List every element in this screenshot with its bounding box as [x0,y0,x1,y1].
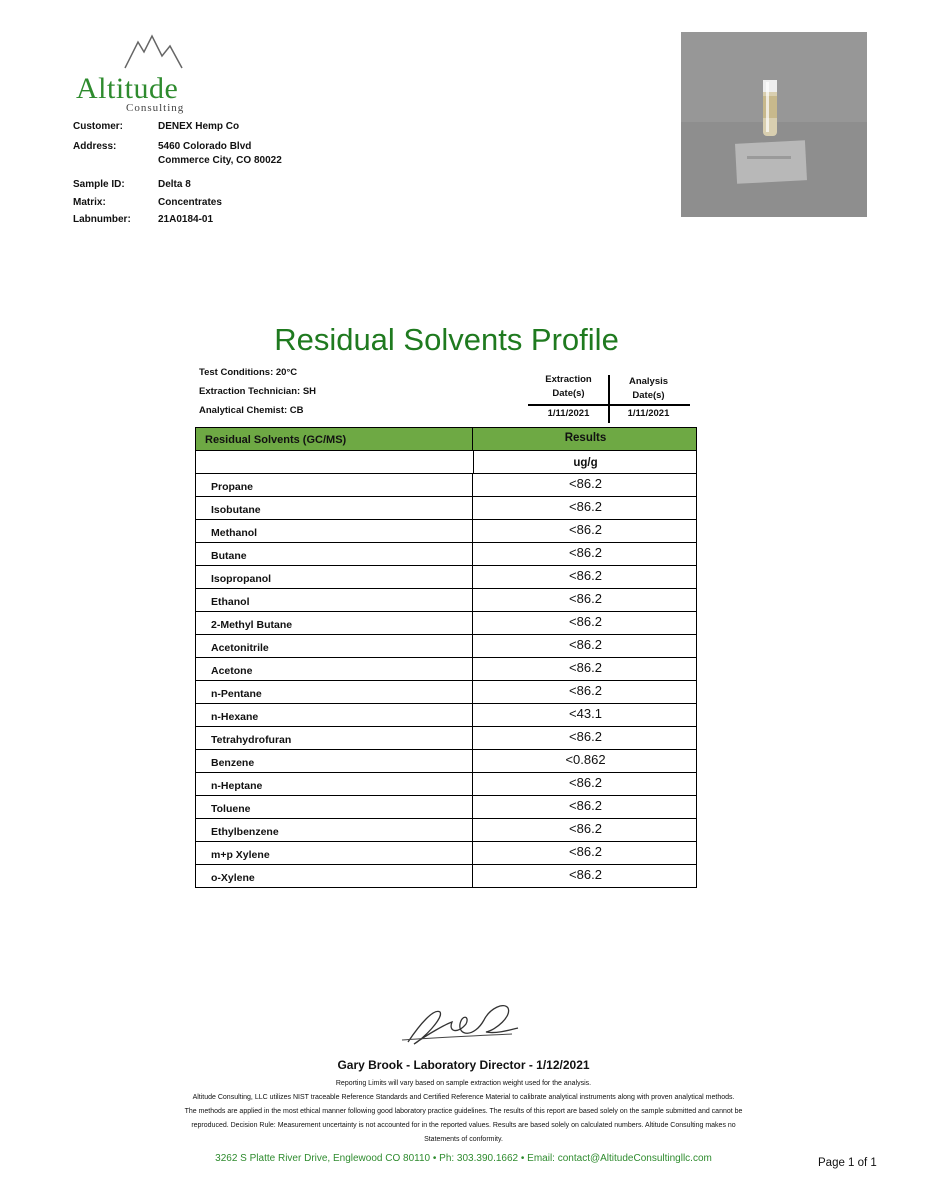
company-logo [70,32,200,114]
solvent-result: <86.2 [569,683,602,698]
info-value: 5460 Colorado Blvd [158,141,252,152]
test-conditions: Test Conditions: 20°C [199,367,298,378]
solvent-name: Ethanol [196,589,473,611]
solvent-name: Acetone [196,658,473,680]
table-row [196,726,696,749]
mountain-logo-icon [120,32,190,72]
table-row [196,657,696,680]
extraction-date-header [530,373,607,401]
solvent-name: Propane [196,474,473,496]
table-row [196,680,696,703]
table-row [196,588,696,611]
table-row [196,496,696,519]
solvent-name: Benzene [196,750,473,772]
solvent-result: <86.2 [569,660,602,675]
info-label: Sample ID: [73,179,125,190]
info-value: Commerce City, CO 80022 [158,155,282,166]
info-label: Labnumber: [73,214,131,225]
info-label: Customer: [73,121,124,132]
solvent-result: <86.2 [569,568,602,583]
extraction-date-label-2: Date(s) [552,388,585,399]
solvent-name: Isopropanol [196,566,473,588]
extraction-date-value: 1/11/2021 [547,408,590,419]
solvent-result: <86.2 [569,867,602,882]
solvent-name: o-Xylene [196,865,473,887]
info-value: DENEX Hemp Co [158,121,240,132]
table-row [196,703,696,726]
analysis-date-value: 1/11/2021 [627,408,670,419]
solvent-result: <86.2 [569,844,602,859]
table-row [196,634,696,657]
solvent-result: <86.2 [569,821,602,836]
solvent-result: <86.2 [569,545,602,560]
info-value: 21A0184-01 [158,214,214,225]
analysis-date-label: Analysis [628,376,669,387]
signer-line: Gary Brook - Laboratory Director - 1/12/2021 [337,1058,590,1072]
handwritten-signature-image [400,994,522,1052]
table-row [196,864,696,887]
unit-label: ug/g [573,457,598,469]
table-row [196,542,696,565]
table-row [196,473,696,496]
column-header-results: Results [564,432,607,444]
table-row [196,772,696,795]
results-table [195,427,697,888]
footer-note: Altitude Consulting, LLC utilizes NIST traceable Reference Standards and Certified Reference Material to calibrate analytical instruments along with proven analytical methods. [192,1094,735,1101]
solvent-result: <86.2 [569,798,602,813]
solvent-result: <86.2 [569,499,602,514]
table-unit-row [196,450,696,473]
solvent-result: <43.1 [569,706,602,721]
solvent-name: Acetonitrile [196,635,473,657]
info-value: Delta 8 [158,179,191,190]
solvent-name: Ethylbenzene [196,819,473,841]
solvent-result: <86.2 [569,775,602,790]
analytical-chemist: Analytical Chemist: CB [199,405,304,416]
sample-vial-image [681,32,867,217]
solvent-name: 2-Methyl Butane [196,612,473,634]
table-header-row [196,428,696,450]
info-label: Matrix: [73,197,106,208]
logo-brand-text: Altitude [76,72,179,105]
footer-note: The methods are applied in the most ethical manner following good laboratory practice guidelines. The results of this report are based solely on the sample submitted and cannot be [184,1108,743,1115]
solvent-name: Tetrahydrofuran [196,727,473,749]
table-row [196,519,696,542]
table-row [196,611,696,634]
table-row [196,795,696,818]
solvent-name: n-Hexane [196,704,473,726]
column-header-solvent: Residual Solvents (GC/MS) [196,428,473,450]
director-signature [400,994,522,1052]
solvent-result: <0.862 [565,752,606,767]
table-row [196,565,696,588]
solvent-name: n-Heptane [196,773,473,795]
footer-contact: 3262 S Platte River Drive, Englewood CO 80110 • Ph: 303.390.1662 • Email: contact@AltitudeConsultingllc.com [215,1153,712,1164]
solvent-result: <86.2 [569,591,602,606]
page-title: Residual Solvents Profile [274,322,619,357]
solvent-name: m+p Xylene [196,842,473,864]
sample-photo [681,32,867,217]
date-divider [608,375,610,423]
extraction-date-label: Extraction [545,374,592,385]
solvent-result: <86.2 [569,522,602,537]
info-label: Address: [73,141,117,152]
footer-note: reproduced. Decision Rule: Measurement uncertainty is not accounted for in the reported values. Results are based solely on calculated numbers. Altitude Consulting makes no [191,1122,736,1129]
solvent-result: <86.2 [569,476,602,491]
solvent-name: Methanol [196,520,473,542]
solvent-name: Isobutane [196,497,473,519]
solvent-result: <86.2 [569,614,602,629]
analysis-date-header [611,375,686,403]
solvent-result: <86.2 [569,637,602,652]
solvent-name: Butane [196,543,473,565]
solvent-result: <86.2 [569,729,602,744]
table-row [196,749,696,772]
info-value: Concentrates [158,197,222,208]
page-number: Page 1 of 1 [818,1157,877,1169]
table-row [196,818,696,841]
footer-note: Statements of conformity. [424,1136,503,1143]
footer-note: Reporting Limits will vary based on sample extraction weight used for the analysis. [335,1080,592,1087]
table-row [196,841,696,864]
solvent-name: Toluene [196,796,473,818]
extraction-technician: Extraction Technician: SH [199,386,317,397]
logo-sub-text: Consulting [126,102,185,114]
solvent-name: n-Pentane [196,681,473,703]
analysis-date-label-2: Date(s) [632,390,665,401]
date-rule [528,404,690,406]
